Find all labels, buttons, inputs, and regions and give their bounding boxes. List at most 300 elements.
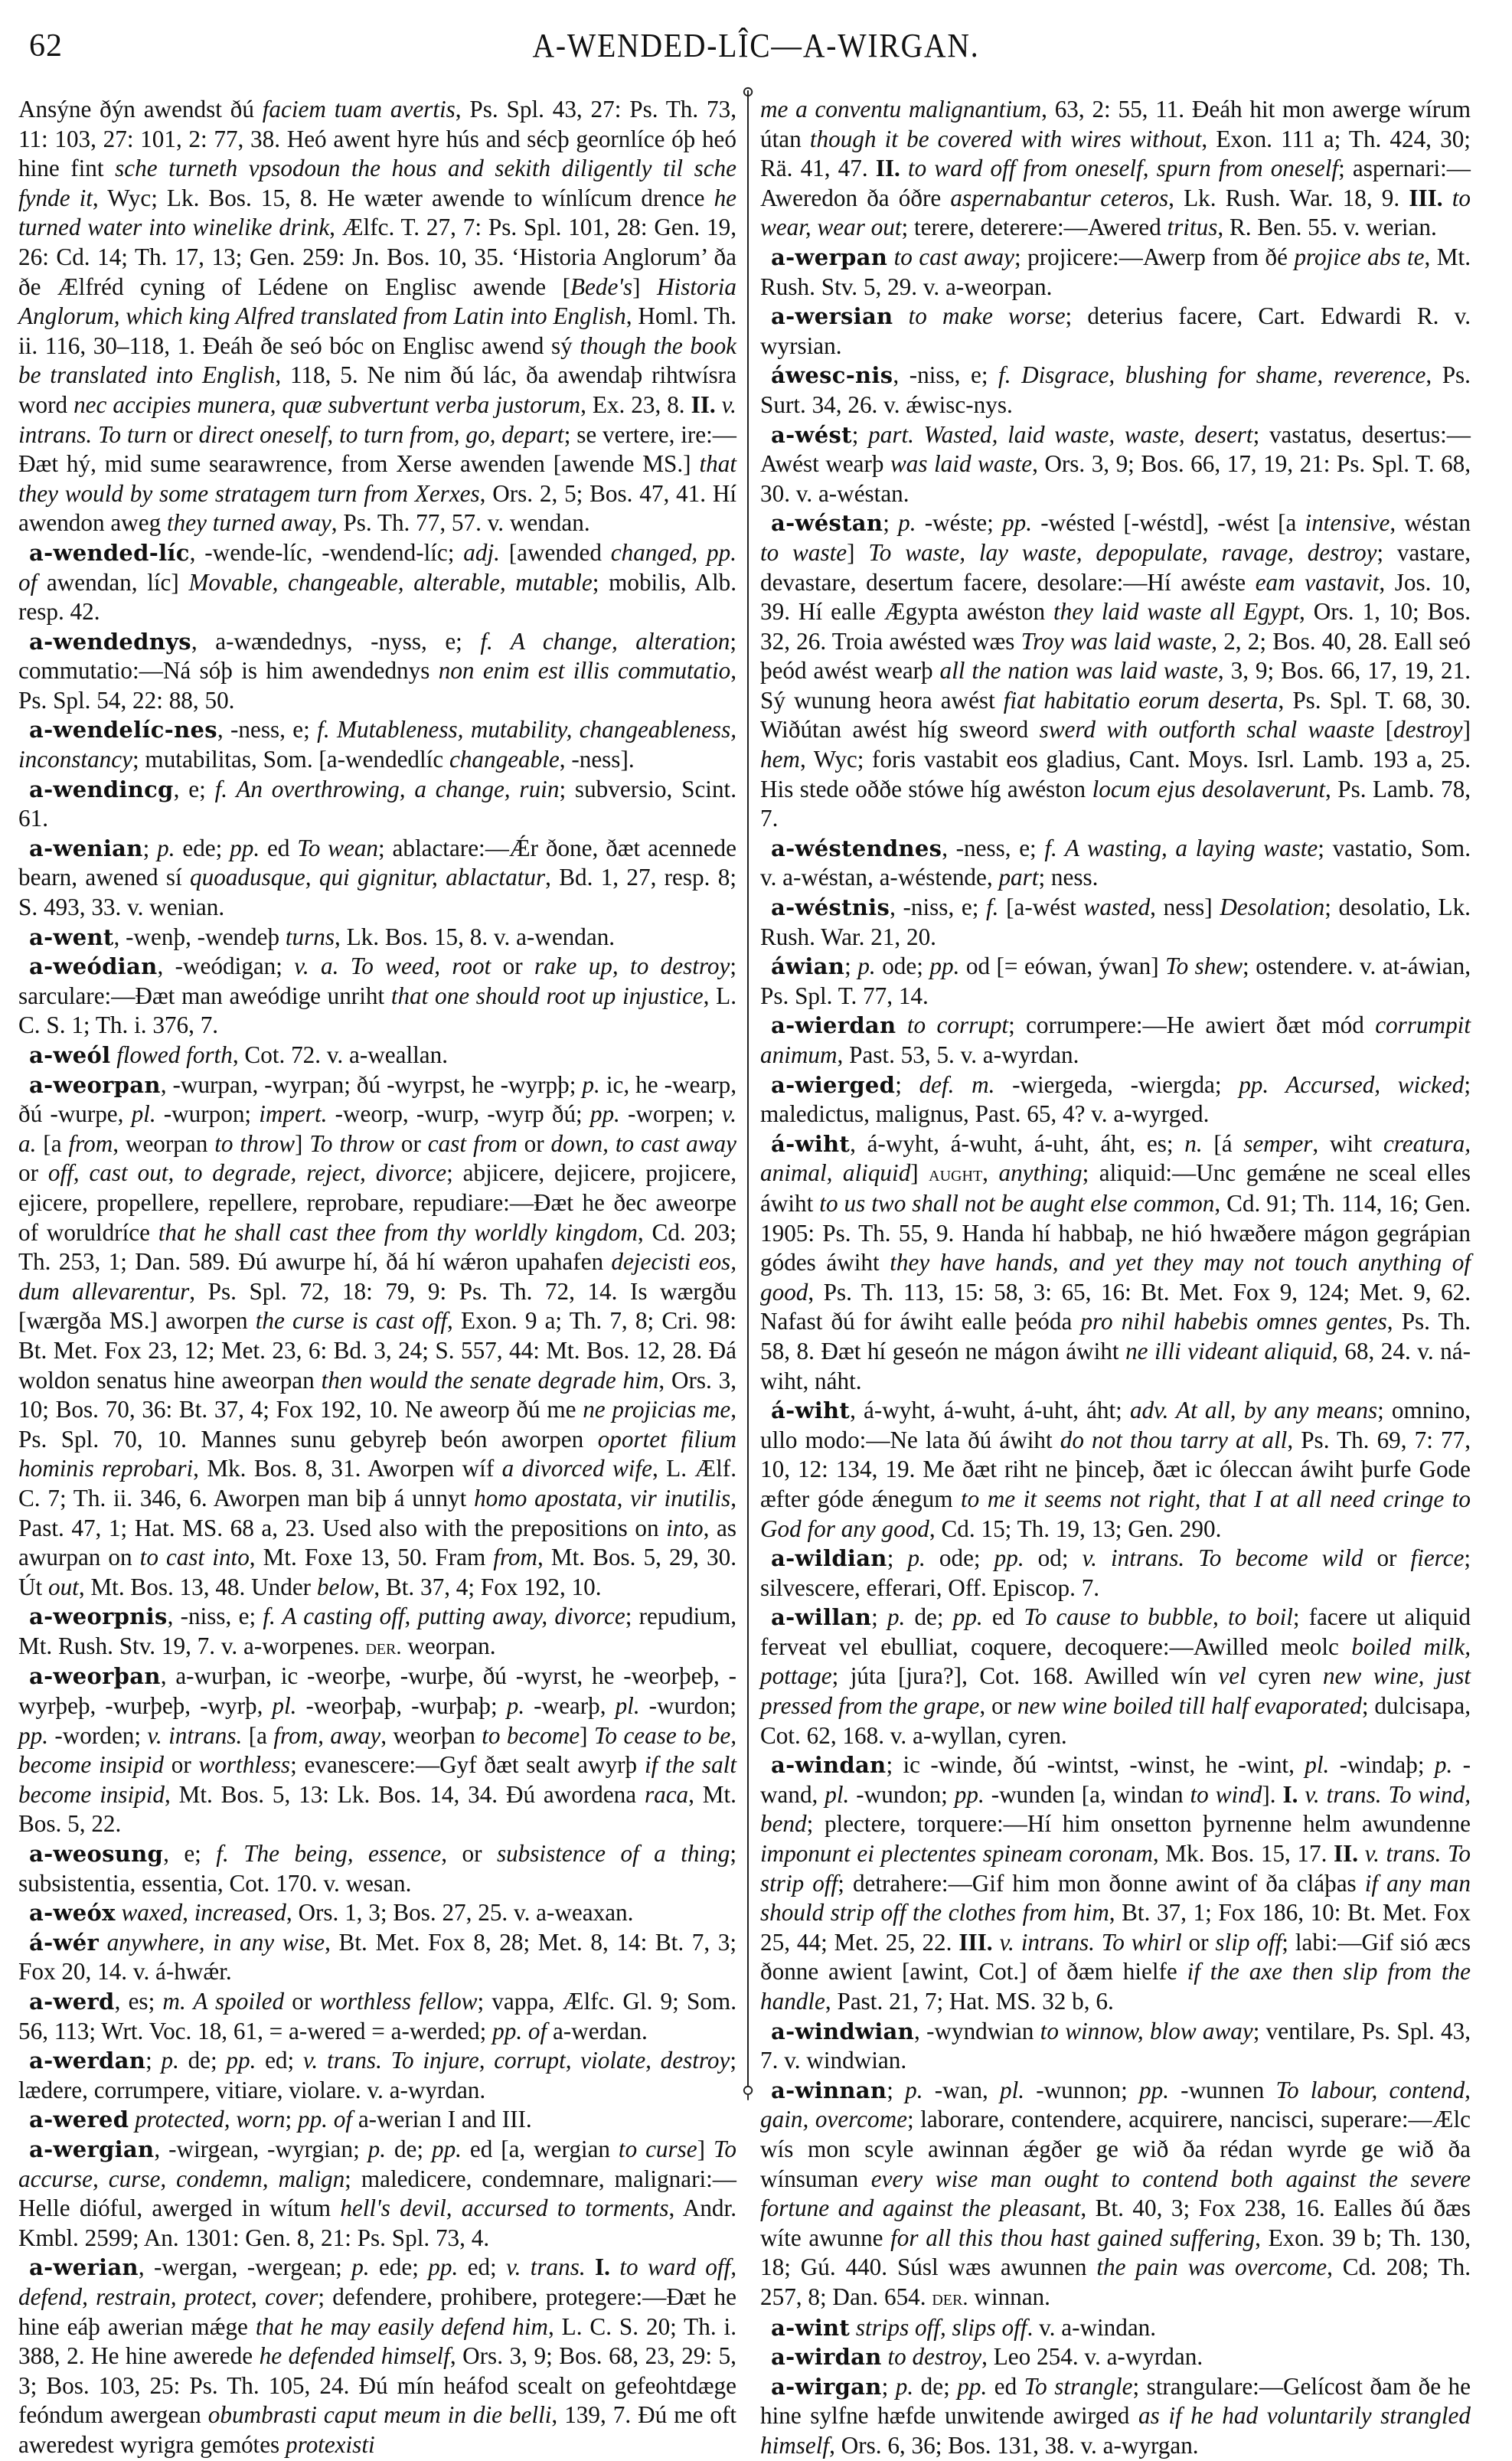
entry-text: , weorþan [380,1721,482,1749]
italic-text: p. [895,2372,914,2400]
italic-text: destroy [1393,716,1463,744]
right-column [760,95,1471,2461]
entry-text [1443,185,1452,211]
column-divider [747,90,749,2087]
italic-text: pp. [589,1100,620,1128]
headword: a-windan [771,1752,887,1779]
divider-ornament-top-icon: ⚲ [741,84,755,103]
italic-text: changed, pp. of [18,538,737,596]
entry-text: -windaþ; [1329,1751,1435,1779]
italic-text: slip off [1215,1928,1282,1956]
entry-text: , Cd. 91; Th. 114, 16; Gen. 1905: Ps. Th. 55, 9. Handa hí habbaþ, ne hió hwæðere mágon gegrápian gódes áwiht [760,1189,1471,1276]
entry-text: , Ors. 1, 3; Bos. 27, 25. v. a-weaxan. [286,1899,634,1927]
entry-text: ; [887,2076,906,2103]
entry-text: ; subsistentia, essentia, Cot. 170. v. wesan. [18,1840,737,1897]
italic-text: strips off, slips off [855,2313,1027,2341]
italic-text: To throw [309,1129,394,1157]
dictionary-entry [18,1898,736,1928]
italic-text: v. a. To weed, root [294,953,491,980]
italic-text: hell's devil, accursed to torments [340,2195,669,2222]
headword: a-windwian [771,2018,915,2044]
headword: a-werd [29,1989,115,2015]
headword: a-wint [771,2314,851,2341]
italic-text: anywhere, in any wise [106,1928,325,1956]
italic-text: pp. Accursed, wicked [1239,1070,1465,1098]
dictionary-entry [18,715,736,774]
entry-text: , Exon. 39 b; Th. 130, 18; Gú. 440. Súsl wæs awunnen [760,2224,1471,2281]
dictionary-entry [18,834,736,923]
headword: a-wést [771,421,852,448]
entry-text: , Ps. Th. 113, 15: 58, 3: 65, 16: Bt. Met. Fox 9, 124; Met. 9, 62. Nafast ðú for áwiht ealle þeóda [760,1278,1471,1335]
italic-text: f. Disgrace, blushing for shame, reverence [998,361,1426,389]
headword: a-willan [771,1604,872,1631]
entry-text: ; [883,509,899,537]
entry-text: , -wenþ, -wendeþ [113,923,286,950]
entry-text: , -wergan, -wergean; [138,2253,352,2281]
italic-text: v. intrans. To whirl [999,1928,1182,1956]
entry-text: [a [242,1721,274,1749]
dictionary-entry [18,1070,736,1603]
headword: a-winnan [771,2077,887,2103]
entry-text: ; ventilare, Ps. Spl. 43, 7. v. windwian. [760,2017,1471,2074]
italic-text: vel [1218,1662,1246,1690]
headword: á-wiht [771,1130,851,1157]
entry-text: ; aspernari:—Aweredon ða óðre [760,155,1471,211]
entry-text: , Mt. Bos. 13, 48. Under [78,1573,317,1600]
entry-text: de; [178,2047,227,2074]
left-column [18,95,736,2460]
italic-text: pro nihil habebis omnes gentes [1080,1308,1387,1335]
entry-text: ; [851,420,869,448]
headword: a-wendednys [29,628,191,655]
italic-text: from, away [273,1721,381,1749]
entry-text: , Past. 53, 5. v. a-wyrdan. [837,1041,1079,1068]
dictionary-entry [18,538,736,627]
italic-text: worthless fellow [319,1988,478,2015]
italic-text: pl. [131,1100,156,1128]
italic-text: m. A spoiled [162,1988,285,2015]
italic-text: the pain was overcome [1096,2253,1327,2281]
entry-text: , 139, 7. Ðú me oft aweredest wyrigra gemótes [18,2401,737,2458]
italic-text: a divorced wife [501,1455,652,1482]
italic-text: to curse [618,2135,697,2162]
italic-text: pp. [428,2253,459,2281]
headword: a-wendincg [29,776,174,802]
entry-text: ic, he -wearp, ðú -wurpe, [18,1070,736,1128]
entry-text: ] [847,538,869,566]
italic-text: pp. [952,1603,983,1631]
entry-text: -wurdon; [639,1692,736,1720]
entry-text: -worpen; [619,1100,722,1128]
entry-text: ; strangulare:—Gelícost ðam ðe he hine sylfne hæfde unwitende awirged [760,2372,1471,2430]
entry-text: , Wyc; foris vastabit eos gladius, Cant. Moys. Isrl. Lamb. 193 a, 25. His stede oððe stówe híg awéston [760,746,1471,802]
entry-text: , Leo 254. v. a-wyrdan. [981,2343,1203,2371]
italic-text: to wind [1190,1780,1262,1808]
entry-text: cyren [1246,1662,1324,1690]
entry-text: ; evanescere:—Gyf ðæt sealt awyrþ [290,1751,645,1779]
italic-text: p. [898,509,916,537]
entry-text: , Mk. Bos. 15, 17. [1152,1840,1334,1868]
italic-text: nec accipies munera, quæ subvertunt verba justorum [73,391,581,418]
italic-text: p. [582,1070,600,1098]
small-caps-text: der. [365,1634,402,1659]
entry-text: , R. Ben. 55. v. werian. [1217,214,1437,241]
italic-text: p. [161,2047,179,2074]
entry-text: ; commutatio:—Ná sóþ is him awendednys [18,627,736,685]
small-caps-text: der. [932,2285,968,2310]
headword: a-wéstan [771,510,883,537]
dictionary-entry [18,2253,736,2459]
italic-text: pl. [1305,1751,1330,1779]
entry-text: weorpan. [401,1632,496,1659]
dictionary-entry [760,834,1471,893]
entry-text: ; omnino, ullo modo:—Ne lata ðú áwiht [760,1397,1471,1453]
italic-text: for all this thou hast gained suffering [890,2224,1256,2251]
italic-text: swerd with outforth schal waaste [1039,716,1375,744]
entry-text [850,2314,856,2341]
entry-text: ] [632,273,658,300]
entry-text: , Mt. Bos. 5, 29, 30. Út [18,1544,736,1600]
entry-text [716,391,722,418]
italic-text: p. [907,1544,926,1572]
italic-text: as if he had voluntarily strangled himself [760,2402,1471,2459]
italic-text: the curse is cast off [255,1307,448,1335]
italic-text: cast from [427,1129,518,1157]
entry-text: ed; [458,2253,507,2281]
headword: a-wenian [29,835,143,861]
entry-text: ; vastatio, Som. v. a-wéstan, a-wéstende, [760,834,1471,891]
italic-text: p. [1434,1751,1453,1779]
italic-text: fierce [1410,1544,1465,1572]
entry-text: , -wurpan, -wyrpan; ðú -wyrpst, he -wyrpþ; [160,1070,583,1098]
dictionary-entry [760,2342,1471,2372]
entry-text: , [982,1159,999,1187]
entry-text: , -ness, e; [217,716,318,744]
entry-text: a-werdan. [547,2017,648,2044]
italic-text: semper [1243,1129,1313,1157]
italic-text: pp. [230,834,260,861]
entry-text: -worden; [47,1721,148,1749]
entry-text: , e; [173,775,215,802]
italic-text: f. An overthrowing, a change, ruin [214,775,560,802]
entry-text: , -ness, e; [942,834,1045,861]
entry-text: . v. a-windan. [1027,2313,1157,2341]
entry-text: , a-wurþan, ic -weorþe, -wurþe, ðú -wyrst, he -weorþeþ, -wyrþeþ, -wurþeþ, -wyrþ, [18,1662,736,1720]
italic-text: tritus [1167,214,1218,241]
entry-text: , -wyndwian [914,2017,1040,2044]
italic-text: all the nation was laid waste [939,657,1218,685]
italic-text: wasted [1083,894,1151,921]
headword: a-weorþan [29,1663,161,1690]
headword: a-weól [29,1042,111,1068]
entry-text: , Ps. Spl. T. 68, 30. Wiðútan awést híg sweord [760,686,1471,744]
entry-text: ; defendere, prohibere, protegere:—Ðæt he hine eáþ awerian mǽge [18,2283,736,2340]
entry-text [882,2343,888,2370]
italic-text: pp. [226,2047,256,2074]
dictionary-entry [18,952,736,1041]
entry-text: , Ors. 3, 10; Bos. 70, 36: Bt. 37, 4; Fox 192, 10. Ne aweorp ðú me [18,1366,737,1423]
entry-text: , Bt. 40, 3; Fox 238, 16. Ealles ðú ðæs wíte awunne [760,2195,1471,2251]
entry-text: , -wende-líc, -wendend-líc; [189,538,464,566]
dictionary-entry [18,1602,736,1662]
dictionary-entry [18,1928,736,1987]
entry-text [893,302,908,329]
entry-text: ] [697,2135,714,2162]
entry-text: , L. C. S. 20; Th. i. 388, 2. He hine awerede [18,2312,736,2370]
italic-text: protected, worn [135,2106,286,2133]
entry-text: or [517,1129,551,1157]
entry-text [586,2253,595,2280]
entry-text: , Past. 47, 1; Hat. MS. 68 a, 23. Used also with the prepositions on [18,1484,736,1541]
entry-text: ; desolatio, Lk. Rush. War. 21, 20. [760,894,1471,950]
italic-text: to cast into [139,1544,250,1571]
entry-text: , -niss, e; [893,361,999,389]
entry-text: , 118, 5. Ne nim ðú lác, ða awendaþ rihtwísra word [18,361,736,418]
sense-numeral: II. [875,155,900,182]
italic-text: to become [482,1721,580,1749]
dictionary-entry [18,2105,736,2135]
entry-text: , -ness]. [559,746,635,773]
entry-text: ; lædere, corrumpere, vitiare, violare. v. a-wyrdan. [18,2047,736,2103]
entry-text: od [= eówan, ýwan] [959,953,1166,980]
entry-text: , Ors. 3, 9; Bos. 66, 17, 19, 21: Ps. Spl. T. 68, 30. v. a-wéstan. [760,450,1471,507]
italic-text: v. trans. [506,2253,586,2281]
entry-text: ; ostendere. v. at-áwian, Ps. Spl. T. 77, 14. [760,953,1471,1009]
entry-text: ede; [369,2253,429,2281]
italic-text: To cease to be, become insipid [18,1721,737,1779]
entry-text: , Ex. 23, 8. [580,391,691,418]
italic-text: that one should root up injustice [390,982,704,1009]
entry-continuation [760,95,1471,243]
entry-text: ; [142,834,158,861]
italic-text: ne projicias me [583,1396,731,1423]
entry-text: ]. [1262,1780,1283,1808]
italic-text: worthless [198,1751,291,1779]
italic-text: pp. [954,1780,985,1808]
dictionary-entry [760,1544,1471,1603]
italic-text: below [316,1573,374,1600]
entry-text: [a-wést [998,894,1084,921]
dictionary-entry [18,2135,736,2253]
entry-text: [a [36,1129,69,1157]
italic-text: raca [644,1780,689,1808]
italic-text: pp. of [492,2017,547,2044]
italic-text: pp. of [297,2106,353,2133]
headword: a-wendelíc-nes [29,717,217,744]
italic-text: f. A casting off, putting away, divorce [263,1603,625,1630]
dictionary-entry [760,893,1471,952]
italic-text: eam vastavit [1255,568,1380,596]
dictionary-entry [760,1129,1471,1396]
italic-text: Troy was laid waste [1021,627,1212,655]
entry-text: ; [844,953,858,980]
italic-text: To strangle [1024,2372,1133,2400]
entry-text: , Ps. Lamb. 78, 7. [760,775,1471,832]
entry-text: , Ps. Spl. 70, 10. Mannes sunu gebyreþ beón aworpen [18,1396,736,1453]
entry-text: ; deterius facere, Cart. Edwardi R. v. wyrsian. [760,302,1471,359]
headword: a-weorpan [29,1071,161,1098]
entry-text: , Ps. Th. 69, 7: 77, 10, 12: 134, 19. Me ðæt riht ne þinceþ, ðæt ic óleccan áwiht þurfe Gode æfter góde ǽnegum [760,1426,1471,1512]
italic-text: protexisti [286,2430,375,2458]
italic-text: To waste, lay waste, depopulate, ravage, destroy [868,538,1377,566]
entry-text: ; projicere:—Awerp from ðé [1014,243,1295,270]
entry-text: ; [145,2047,162,2074]
entry-text: , Lk. Rush. War. 18, 9. [1168,184,1409,211]
entry-text: , -niss, e; [167,1603,263,1630]
italic-text: To wean [297,834,379,861]
italic-text: v. intrans. [147,1721,243,1749]
italic-text: that he shall cast thee from thy worldly kingdom [158,1218,638,1246]
entry-text: [á [1202,1129,1244,1157]
italic-text: boiled milk, pottage [760,1632,1471,1690]
italic-text: from [493,1544,538,1571]
entry-text: , Ps. Th. 77, 57. v. wendan. [331,509,590,537]
entry-text: ; corrumpere:—He awiert ðæt mód [1008,1012,1376,1039]
entry-text: ; facere ut aliquid ferveat vel ebulliat, coquere, decoquere:—Awilled meolc [760,1603,1471,1660]
entry-text: , Ps. Spl. 54, 22: 88, 50. [18,657,736,714]
headword: a-wergian [29,2136,155,2162]
italic-text: dejecisti eos, dum allevarentur [18,1248,736,1305]
italic-text: corrumpit animum [760,1012,1471,1068]
entry-text: ode; [925,1544,994,1572]
entry-text: , Ps. Surt. 34, 26. v. ǽwisc-nys. [760,361,1471,418]
entry-text: , or [979,1692,1017,1720]
entry-text: ; terere, deterere:—Awered [901,214,1167,241]
dictionary-entry [760,361,1471,420]
dictionary-entry [760,2017,1471,2076]
entry-text: , Mt. Foxe 13, 50. Fram [249,1544,494,1571]
entry-text [1358,1840,1365,1867]
dictionary-entry [760,2076,1471,2313]
entry-text: ; plectere, torquere:—Hí him onsetton þyrnenne helm awundenne [806,1810,1471,1838]
entry-text: winnan. [968,2283,1050,2310]
headword: á-wiht [771,1397,851,1424]
italic-text: to ward off, defend, restrain, protect, cover [18,2253,737,2310]
italic-text: pp. [18,1721,48,1749]
headword: a-wended-líc [29,539,190,566]
italic-text: fiat habitatio eorum deserta [1003,686,1279,714]
italic-text: aspernabantur ceteros [950,184,1169,211]
entry-text: -wundon; [849,1780,955,1808]
entry-text: , Ps. Th. 58, 8. Ðæt hí geseón ne mágon áwiht [760,1308,1471,1364]
italic-text: that they would by some stratagem turn from Xerxes [18,450,736,507]
headword: a-werian [29,2254,139,2281]
italic-text: anything [998,1159,1083,1187]
italic-text: oportet filium hominis reprobari [18,1425,736,1482]
italic-text: if the axe then slip from the handle [760,1958,1471,2015]
small-caps-text: aught [929,1162,983,1187]
italic-text: v. intrans. To turn [18,391,736,448]
entry-text: ; ic -winde, ðú -wintst, -winst, he -wint, [886,1751,1305,1779]
entry-text [896,1012,906,1038]
headword: á-wér [29,1929,100,1956]
entry-text: -wiergeda, -wiergda; [994,1070,1239,1098]
italic-text: they laid waste all Egypt [1053,598,1299,626]
dictionary-entry [18,2046,736,2105]
entry-text: ed; [256,2047,303,2074]
sense-numeral: III. [958,1928,993,1956]
entry-text: awendan, líc] [37,568,189,596]
entry-text: ; júta [jura?], Cot. 168. Awilled wín [831,1662,1219,1690]
entry-text: , Ors. 1, 10; Bos. 32, 26. Troia awésted wæs [760,598,1471,655]
dictionary-entry [18,1987,736,2046]
headword: a-weódian [29,953,158,980]
entry-text: or [491,953,534,980]
entry-text: , á-wyht, á-wuht, á-uht, áht, es; [850,1129,1185,1157]
dictionary-entry [18,1041,736,1070]
entry-text: , a-wændednys, -nyss, e; [191,627,481,655]
italic-text: def. m. [919,1070,995,1098]
italic-text: then would the senate degrade him [321,1366,659,1394]
italic-text: p. [887,1603,906,1631]
sense-numeral: II. [691,391,716,418]
entry-text: ode; [875,953,930,980]
italic-text: pp. [957,2372,988,2400]
italic-text: To cause to bubble, to boil [1024,1603,1293,1631]
italic-text: f. [986,894,999,921]
italic-text: subsistence of a thing [496,1840,730,1868]
dictionary-entry [760,1750,1471,2016]
italic-text: to cast away [893,243,1014,270]
page-number: 62 [29,28,63,64]
dictionary-entry [760,1011,1471,1070]
italic-text: every wise man ought to contend both against the severe fortune and against the pleasant [760,2165,1471,2222]
italic-text: v. a. [18,1100,736,1157]
entry-text: or [163,1751,199,1779]
entry-text: , Homl. Th. ii. 116, 30–118, 1. Ðeáh ðe seó bóc on Englisc awend sý [18,302,736,359]
italic-text: pl. [1000,2076,1025,2103]
italic-text: pl. [272,1692,297,1720]
dictionary-entry [760,420,1471,509]
italic-text: n. [1184,1129,1203,1157]
italic-text: intensive [1305,509,1390,537]
dictionary-entry [760,1396,1471,1544]
entry-text: , -wirgean, -wyrgian; [154,2135,368,2162]
entry-text: ed [a, wergian [461,2135,619,2162]
entry-text: ; laborare, contendere, acquirere, nancisci, superare:—Ælc wís mon scyle awinnan ǽgðer ge wið ða rédan wyrde ge wið ða wínsuman [760,2106,1471,2192]
entry-text: , weorpan [113,1129,215,1157]
headword: a-weosung [29,1841,164,1868]
entry-text: ; abjicere, dejicere, projicere, ejicere, propellere, repellere, reprobare, repudiare:—Ðæt he ðec aweorpe of woruldríce [18,1159,737,1246]
entry-text: ; [887,1544,908,1572]
entry-text: -wunnon; [1024,2076,1140,2103]
entry-text: , 68, 24. v. ná-wiht, náht. [760,1337,1471,1394]
entry-text: ed [987,2372,1024,2400]
italic-text: adj. [463,538,500,566]
italic-text: p. [905,2076,923,2103]
italic-text: p. [506,1692,525,1720]
italic-text: pl. [825,1780,850,1808]
italic-text: to throw [214,1129,296,1157]
entry-text: ] [1462,716,1471,744]
entry-text: , Ors. 2, 5; Bos. 47, 41. Hí awendon aweg [18,479,737,537]
italic-text: To shew [1165,953,1243,980]
entry-text: , Mt. Rush. Stv. 5, 29. v. a-weorpan. [760,243,1471,300]
italic-text: f. The being, essence [216,1840,442,1868]
entry-text: , Cot. 72. v. a-weallan. [232,1041,449,1068]
entry-text: , Exon. 9 a; Th. 7, 8; Cri. 98: Bt. Met. Fox 23, 12; Met. 23, 6: Bd. 3, 24; S. 557, 44: Mt. Bos. 12, 28. Ðá woldon senatus hine aweorpan [18,1307,736,1394]
dictionary-entry [760,952,1471,1011]
sense-numeral: I. [1282,1780,1298,1808]
headword: a-wildian [771,1545,887,1572]
entry-text: , wéstan [1390,509,1471,537]
entry-text: or [166,420,199,448]
italic-text: he defended himself [259,2342,450,2370]
italic-text: they turned away [166,509,331,537]
italic-text: v. trans. To wind, bend [760,1780,1471,1838]
entry-text: , 63, 2: 55, 11. Ðeáh hit mon awerge wírum útan [760,96,1471,152]
italic-text: me a conventu malignantium [760,96,1042,123]
